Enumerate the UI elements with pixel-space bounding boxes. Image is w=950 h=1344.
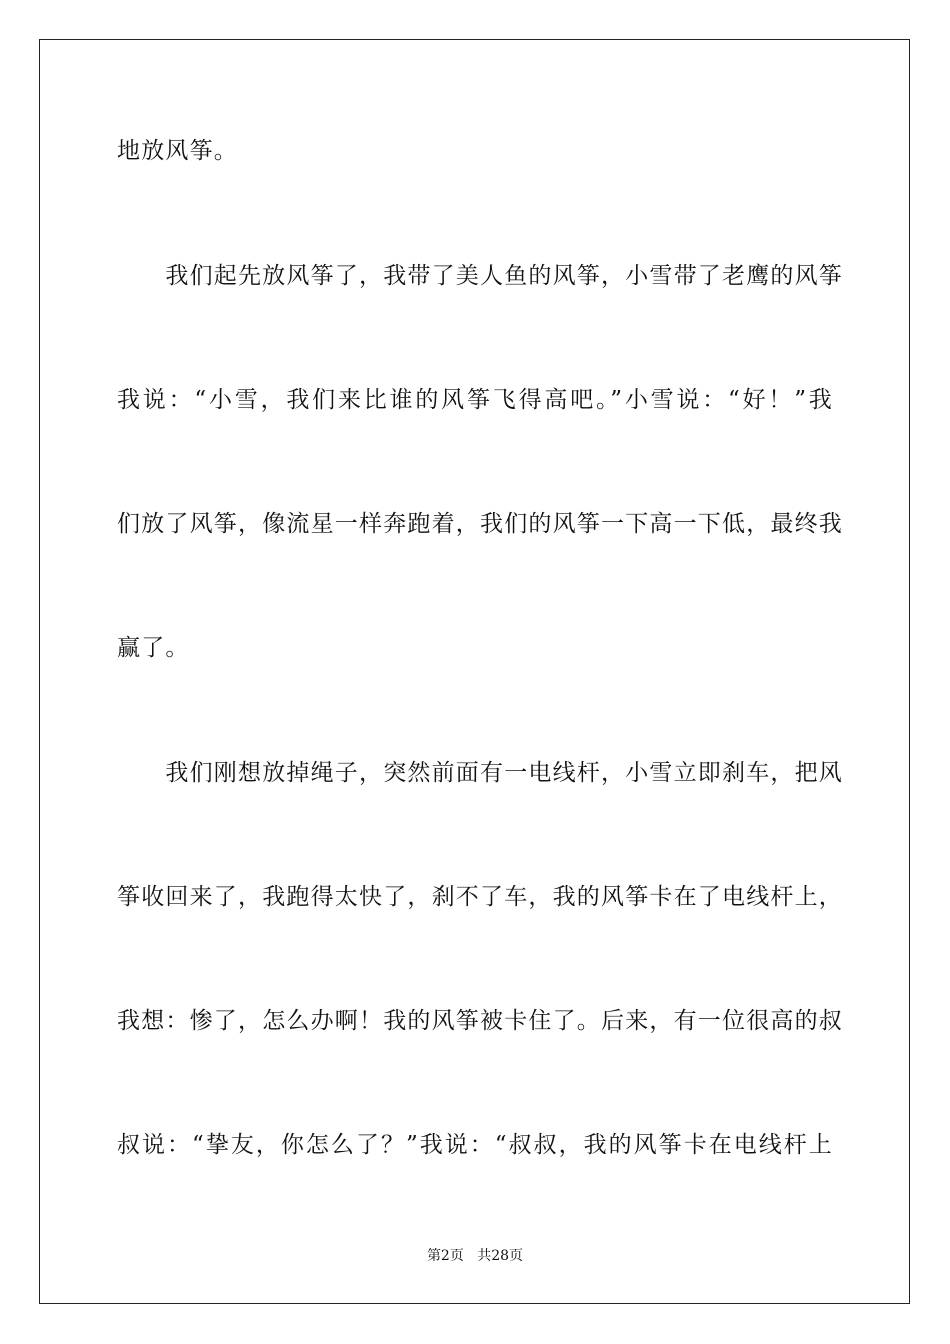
text-line: 赢了。 xyxy=(117,635,190,661)
text-line: 地放风筝。 xyxy=(117,138,238,164)
current-page-label: 第2页 xyxy=(426,1248,464,1264)
total-pages-label: 共28页 xyxy=(477,1248,524,1264)
text-line: 筝收回来了，我跑得太快了，刹不了车，我的风筝卡在了电线杆上， xyxy=(117,884,843,910)
text-line: 叔说：“挚友，你怎么了？”我说：“叔叔，我的风筝卡在电线杆上 xyxy=(117,1132,833,1158)
text-line: 我想：惨了，怎么办啊！我的风筝被卡住了。后来，有一位很高的叔 xyxy=(117,1008,843,1034)
text-line: 我们刚想放掉绳子，突然前面有一电线杆，小雪立即刹车，把风 xyxy=(117,760,843,786)
text-line: 们放了风筝，像流星一样奔跑着，我们的风筝一下高一下低，最终我 xyxy=(117,511,843,537)
text-line: 我说：“小雪，我们来比谁的风筝飞得高吧。”小雪说：“好！”我 xyxy=(117,387,833,413)
page-footer xyxy=(0,1246,950,1266)
text-line: 我们起先放风筝了，我带了美人鱼的风筝，小雪带了老鹰的风筝 xyxy=(117,263,843,289)
page-border xyxy=(39,39,910,1304)
